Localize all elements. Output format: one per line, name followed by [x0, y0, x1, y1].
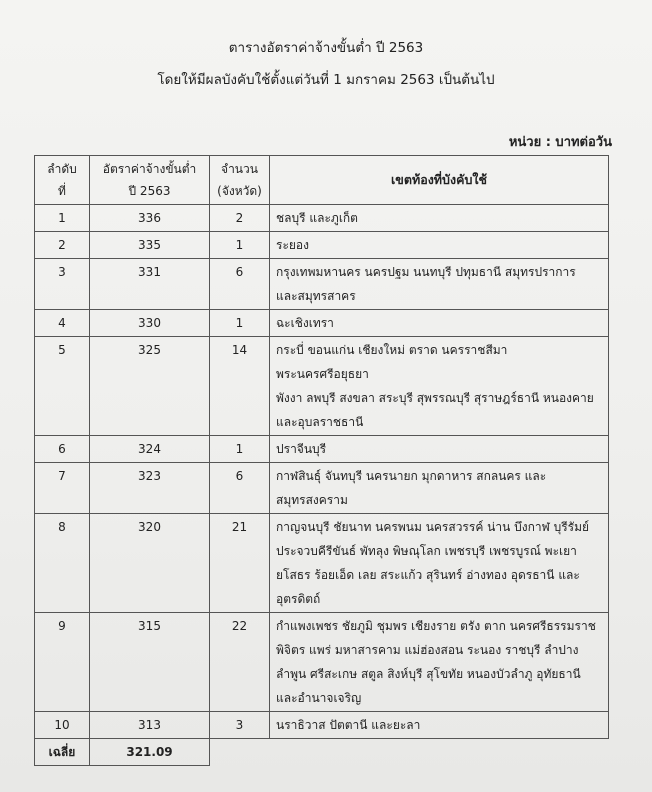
row-count: 21	[210, 514, 270, 613]
table-header-row	[35, 156, 609, 205]
row-rate: 313	[90, 712, 210, 739]
area-line: สมุทรสงคราม	[276, 493, 348, 507]
document-title: ตารางอัตราค่าจ้างขั้นต่ำ ปี 2563	[228, 40, 424, 56]
area-line: ยโสธร ร้อยเอ็ด เลย สระแก้ว สุรินทร์ อ่างทอง อุดรธานี และ	[276, 568, 580, 582]
wage-table	[34, 155, 609, 766]
area-line: และอำนาจเจริญ	[276, 691, 362, 705]
header-count-line2: (จังหวัด)	[217, 184, 262, 198]
area-line: อุตรดิตถ์	[276, 592, 321, 606]
area-line: นราธิวาส ปัตตานี และยะลา	[276, 718, 421, 732]
row-areas	[270, 205, 609, 232]
area-line: กระบี่ ขอนแก่น เชียงใหม่ ตราด นครราชสีมา พระนครศรีอยุธยา	[276, 343, 508, 381]
row-rate: 335	[90, 232, 210, 259]
row-areas	[270, 463, 609, 514]
row-count: 2	[210, 205, 270, 232]
area-line: ปราจีนบุรี	[276, 442, 327, 456]
header-order	[35, 156, 90, 205]
area-line: พิจิตร แพร่ มหาสารคาม แม่ฮ่องสอน ระนอง ราชบุรี ลำปาง	[276, 643, 579, 657]
area-line: ชลบุรี และภูเก็ต	[276, 211, 358, 225]
row-order: 1	[35, 205, 90, 232]
area-line: กรุงเทพมหานคร นครปฐม นนทบุรี ปทุมธานี สมุทรปราการ	[276, 265, 576, 279]
row-rate: 330	[90, 310, 210, 337]
table-row	[35, 310, 609, 337]
table-row	[35, 259, 609, 310]
header-order-line2: ที่	[58, 184, 66, 198]
row-rate: 323	[90, 463, 210, 514]
row-order: 9	[35, 613, 90, 712]
average-value: 321.09	[90, 739, 210, 766]
row-count: 6	[210, 259, 270, 310]
row-order: 5	[35, 337, 90, 436]
row-rate: 325	[90, 337, 210, 436]
row-order: 3	[35, 259, 90, 310]
header-rate	[90, 156, 210, 205]
table-row	[35, 436, 609, 463]
average-empty	[210, 739, 609, 766]
area-line: กาญจนบุรี ชัยนาท นครพนม นครสวรรค์ น่าน บึงกาฬ บุรีรัมย์	[276, 520, 590, 534]
header-order-line1: ลำดับ	[47, 162, 77, 176]
unit-label: หน่วย : บาทต่อวัน	[508, 135, 612, 150]
row-order: 6	[35, 436, 90, 463]
table-row	[35, 613, 609, 712]
row-order: 8	[35, 514, 90, 613]
row-areas	[270, 514, 609, 613]
table-row	[35, 712, 609, 739]
row-rate: 331	[90, 259, 210, 310]
row-count: 6	[210, 463, 270, 514]
row-areas	[270, 232, 609, 259]
table-row	[35, 337, 609, 436]
row-areas	[270, 259, 609, 310]
table-row	[35, 514, 609, 613]
document-subtitle: โดยให้มีผลบังคับใช้ตั้งแต่วันที่ 1 มกราคม 2563 เป็นต้นไป	[157, 72, 495, 88]
row-areas	[270, 436, 609, 463]
row-count: 14	[210, 337, 270, 436]
area-line: และสมุทรสาคร	[276, 289, 356, 303]
area-line: ลำพูน ศรีสะเกษ สตูล สิงห์บุรี สุโขทัย หนองบัวลำภู อุทัยธานี	[276, 667, 581, 681]
row-count: 3	[210, 712, 270, 739]
row-areas	[270, 712, 609, 739]
area-line: ฉะเชิงเทรา	[276, 316, 334, 330]
row-count: 22	[210, 613, 270, 712]
row-order: 10	[35, 712, 90, 739]
header-area: เขตท้องที่บังคับใช้	[270, 156, 609, 205]
header-count	[210, 156, 270, 205]
row-order: 7	[35, 463, 90, 514]
row-areas	[270, 310, 609, 337]
header-count-line1: จำนวน	[221, 162, 258, 176]
row-areas	[270, 613, 609, 712]
area-line: กาฬสินธุ์ จันทบุรี นครนายก มุกดาหาร สกลนคร และ	[276, 469, 547, 483]
area-line: กำแพงเพชร ชัยภูมิ ชุมพร เชียงราย ตรัง ตาก นครศรีธรรมราช	[276, 619, 596, 633]
row-areas	[270, 337, 609, 436]
row-count: 1	[210, 232, 270, 259]
row-order: 2	[35, 232, 90, 259]
area-line: ระยอง	[276, 238, 309, 252]
header-rate-line2: ปี 2563	[128, 184, 171, 198]
table-row	[35, 463, 609, 514]
row-rate: 315	[90, 613, 210, 712]
row-order: 4	[35, 310, 90, 337]
average-label: เฉลี่ย	[35, 739, 90, 766]
average-row	[35, 739, 609, 766]
row-count: 1	[210, 310, 270, 337]
row-rate: 336	[90, 205, 210, 232]
row-rate: 324	[90, 436, 210, 463]
table-row	[35, 232, 609, 259]
row-rate: 320	[90, 514, 210, 613]
row-count: 1	[210, 436, 270, 463]
area-line: ประจวบคีรีขันธ์ พัทลุง พิษณุโลก เพชรบุรี เพชรบูรณ์ พะเยา	[276, 544, 577, 558]
area-line: พังงา ลพบุรี สงขลา สระบุรี สุพรรณบุรี สุราษฎร์ธานี หนองคาย	[276, 391, 594, 405]
header-rate-line1: อัตราค่าจ้างขั้นต่ำ	[102, 162, 197, 176]
table-row	[35, 205, 609, 232]
area-line: และอุบลราชธานี	[276, 415, 364, 429]
